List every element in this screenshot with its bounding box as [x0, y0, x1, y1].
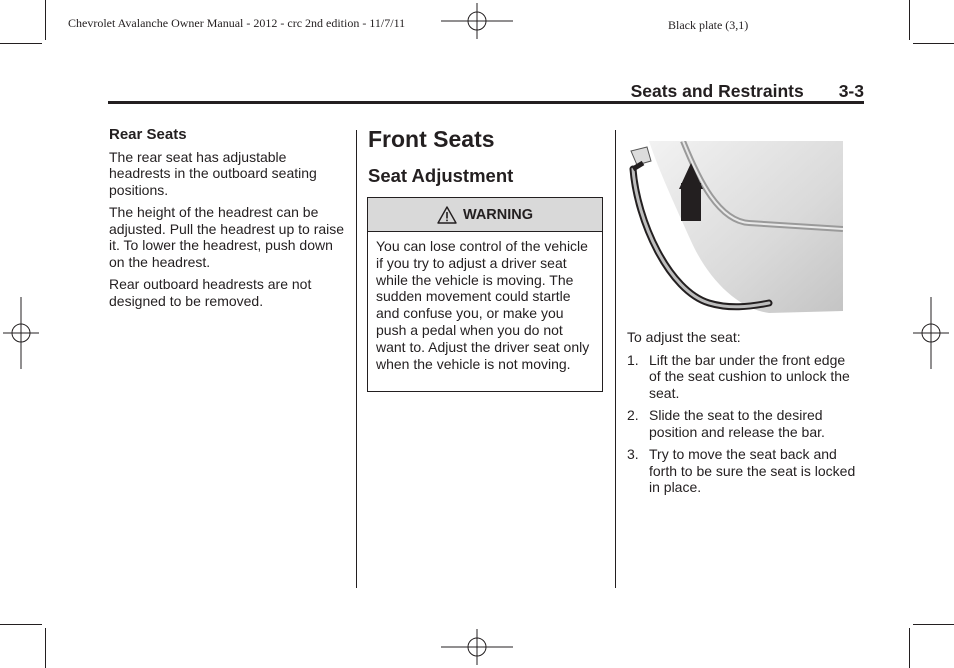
- registration-mark-icon: [441, 629, 513, 665]
- page-title: Front Seats: [368, 126, 495, 152]
- crop-mark: [909, 0, 910, 40]
- paragraph: The height of the headrest can be adjusted. Pull the headrest up to raise it. To lower the headrest, push down on the headrest.: [109, 204, 345, 270]
- crop-mark: [45, 0, 46, 40]
- step-text: Slide the seat to the desired position and release the bar.: [649, 407, 825, 440]
- slug-left: Chevrolet Avalanche Owner Manual - 2012 - crc 2nd edition - 11/7/11: [68, 16, 406, 30]
- section-heading: Rear Seats: [109, 126, 187, 143]
- warning-header: [368, 198, 602, 232]
- subsection-heading: Seat Adjustment: [368, 165, 514, 186]
- steps-list: [627, 352, 859, 496]
- registration-mark-icon: [441, 3, 513, 39]
- section-title: Seats and Restraints: [630, 81, 804, 101]
- slug-right: Black plate (3,1): [668, 18, 749, 32]
- warning-box: [367, 197, 603, 392]
- warning-label: WARNING: [462, 206, 534, 223]
- crop-mark: [0, 43, 42, 44]
- column-front-seats: [368, 126, 608, 187]
- warning-text: You can lose control of the vehicle if you try to adjust a driver seat while the vehicle is moving. The sudden movement could startle and confuse you, or make you push a pedal when you do not want to. Adjust the driver seat only when the vehicle is not moving.: [376, 238, 590, 372]
- registration-mark-icon: [913, 297, 949, 369]
- paragraph: The rear seat has adjustable headrests in the outboard seating positions.: [109, 148, 317, 198]
- page-number: 3-3: [838, 81, 864, 101]
- registration-mark-icon: [3, 297, 39, 369]
- column-divider: [356, 130, 357, 588]
- step-text: Lift the bar under the front edge of the seat cushion to unlock the seat.: [649, 351, 850, 401]
- column-divider: [615, 130, 616, 588]
- column-seat-instructions: [627, 329, 859, 502]
- crop-mark: [45, 628, 46, 668]
- crop-mark: [909, 628, 910, 668]
- seat-adjustment-illustration: [629, 141, 843, 314]
- header-rule: [108, 101, 864, 104]
- warning-triangle-icon: [437, 206, 457, 224]
- running-head: [631, 81, 864, 102]
- crop-mark: [913, 624, 954, 625]
- step-number: 3.: [627, 446, 639, 462]
- crop-mark: [913, 43, 954, 44]
- step-number: 2.: [627, 407, 639, 423]
- list-item: [627, 352, 859, 402]
- list-item: [627, 446, 859, 496]
- paragraph: To adjust the seat:: [627, 329, 741, 345]
- step-number: 1.: [627, 351, 639, 368]
- column-rear-seats: [109, 127, 347, 315]
- list-item: [627, 407, 859, 440]
- paragraph: Rear outboard headrests are not designed to be removed.: [109, 276, 312, 309]
- crop-mark: [0, 624, 42, 625]
- step-text: Try to move the seat back and forth to be sure the seat is locked in place.: [649, 446, 856, 495]
